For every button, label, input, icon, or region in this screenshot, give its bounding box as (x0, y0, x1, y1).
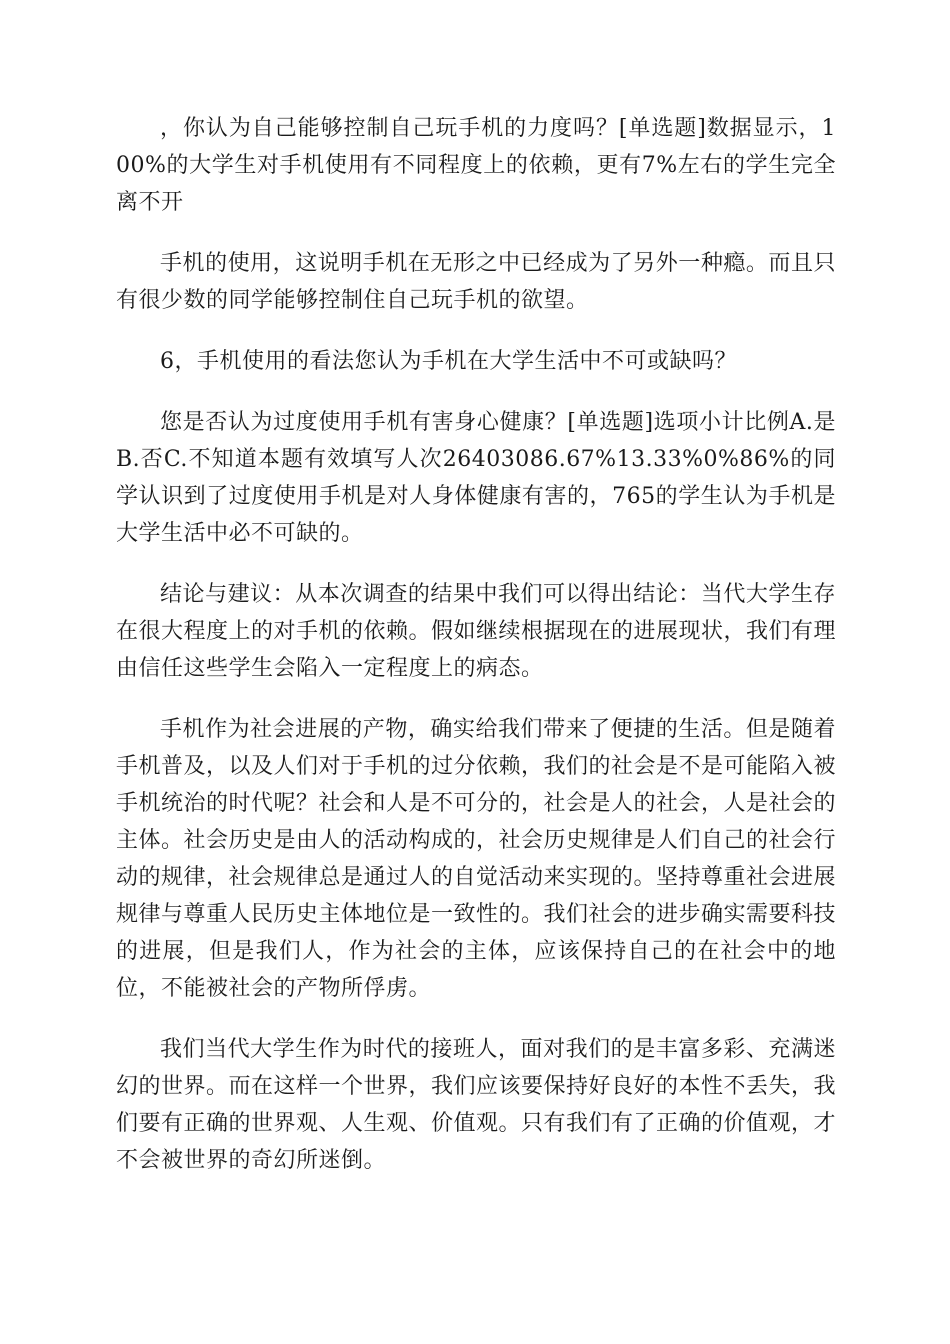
paragraph-6: 手机作为社会进展的产物，确实给我们带来了便捷的生活。但是随着手机普及，以及人们对于手机的过分依赖，我们的社会是不是可能陷入被手机统治的时代呢？社会和人是不可分的，社会是人的社会，人是社会的主体。社会历史是由人的活动构成的，社会历史规律是人们自己的社会行动的规律，社会规律总是通过人的自觉活动来实现的。坚持尊重社会进展规律与尊重人民历史主体地位是一致性的。我们社会的进步确实需要科技的进展，但是我们人，作为社会的主体，应该保持自己的在社会中的地位，不能被社会的产物所俘虏。 (116, 717, 837, 1001)
paragraph-2: 手机的使用，这说明手机在无形之中已经成为了另外一种瘾。而且只有很少数的同学能够控制住自己玩手机的欲望。 (116, 251, 836, 313)
paragraph-7: 我们当代大学生作为时代的接班人，面对我们的是丰富多彩、充满迷幻的世界。而在这样一个世界，我们应该要保持好良好的本性不丢失，我们要有正确的世界观、人生观、价值观。只有我们有了正确的价值观，才不会被世界的奇幻所迷倒。 (116, 1037, 837, 1173)
paragraph-5: 结论与建议：从本次调查的结果中我们可以得出结论：当代大学生存在很大程度上的对手机的依赖。假如继续根据现在的进展现状，我们有理由信任这些学生会陷入一定程度上的病态。 (116, 582, 837, 681)
document-body (116, 110, 836, 1203)
paragraph-1: ，你认为自己能够控制自己玩手机的力度吗？[单选题]数据显示，100%的大学生对手机使用有不同程度上的依赖，更有7%左右的学生完全离不开 (116, 116, 836, 215)
paragraph-4: 您是否认为过度使用手机有害身心健康？[单选题]选项小计比例A.是B.否C.不知道本题有效填写人次26403086.67%13.33%0%86%的同学认识到了过度使用手机是对人身体健康有害的，765的学生认为手机是大学生活中必不可缺的。 (116, 410, 836, 546)
paragraph-3: 6，手机使用的看法您认为手机在大学生活中不可或缺吗？ (160, 349, 737, 374)
